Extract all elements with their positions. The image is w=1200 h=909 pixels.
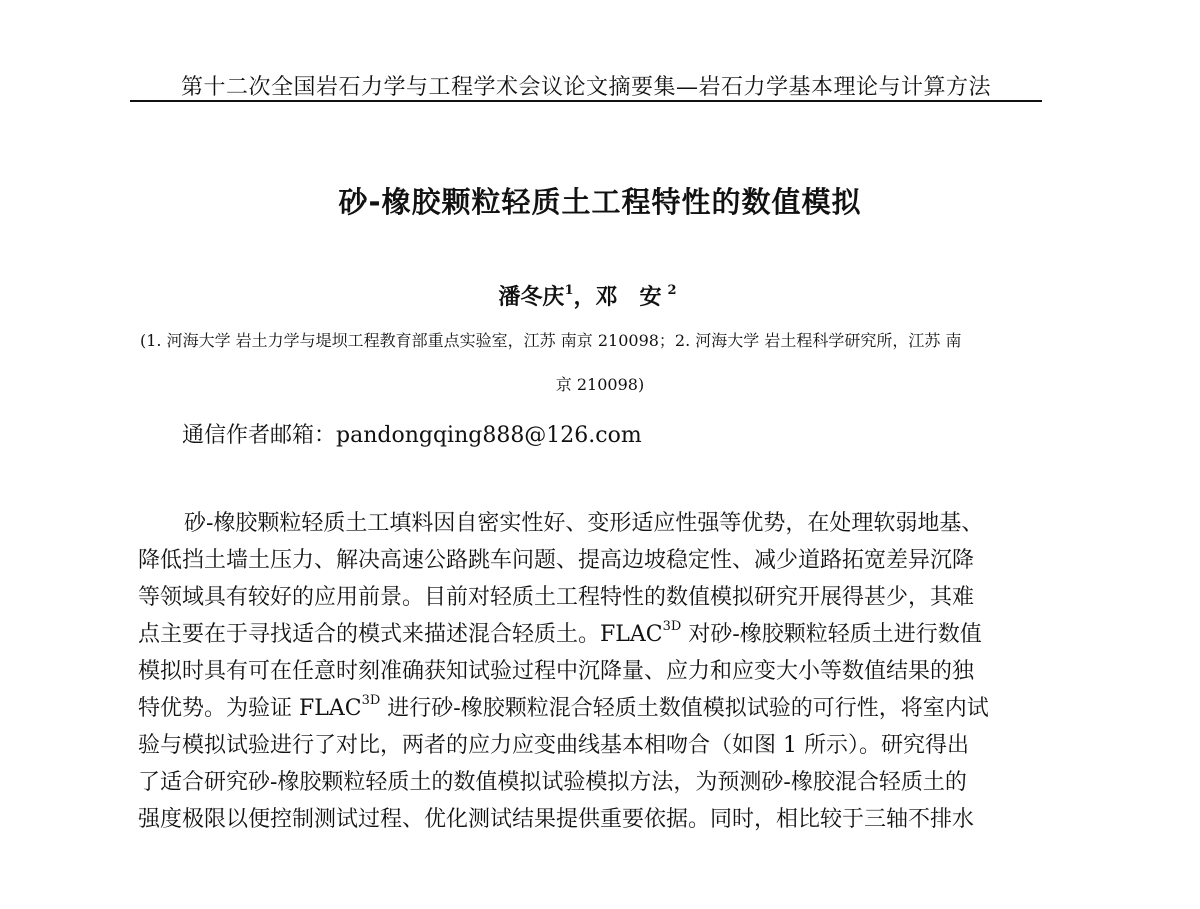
affiliation-line: 京 210098) <box>555 375 645 394</box>
line-text: 对砂-橡胶颗粒轻质土进行数值 <box>688 622 982 647</box>
line-text: 进行砂-橡胶颗粒混合轻质土数值模拟试验的可行性，将室内试 <box>387 696 989 721</box>
superscript-3d: 3D <box>361 692 381 708</box>
paragraph-line: 验与模拟试验进行了对比，两者的应力应变曲线基本相吻合（如图 1 所示）。研究得出 <box>138 733 969 758</box>
paragraph-line: 强度极限以便控制测试过程、优化测试结果提供重要依据。同时，相比较于三轴不排水 <box>138 807 975 832</box>
paragraph-line <box>138 616 1048 653</box>
paragraph-line: 降低挡土墙土压力、解决高速公路跳车问题、提高边坡稳定性、减少道路拓宽差异沉降 <box>138 548 975 573</box>
paper-title: 砂-橡胶颗粒轻质土工程特性的数值模拟 <box>338 185 862 219</box>
author-affiliation-mark: 2 <box>667 282 677 298</box>
author-separator: ， <box>573 284 596 310</box>
corresponding-email: 通信作者邮箱：pandongqing888@126.com <box>182 423 642 448</box>
abstract-body <box>138 505 1048 838</box>
paragraph-line: 砂-橡胶颗粒轻质土工填料因自密实性好、变形适应性强等优势，在处理软弱地基、 <box>184 511 984 536</box>
affiliation-line: (1. 河海大学 岩土力学与堤坝工程教育部重点实验室，江苏 南京 210098；2. 河海大学 岩土程科学研究所，江苏 南 <box>140 331 962 350</box>
line-text: 特优势。为验证 FLAC <box>138 696 362 721</box>
paragraph-line <box>138 690 1048 727</box>
author-name: 潘冬庆 <box>498 284 565 310</box>
paragraph-line: 等领域具有较好的应用前景。目前对轻质土工程特性的数值模拟研究开展得甚少，其难 <box>138 585 975 610</box>
author-line <box>0 280 1175 311</box>
superscript-3d: 3D <box>662 618 682 634</box>
author-affiliation-mark: 1 <box>564 282 574 298</box>
line-text: 点主要在于寻找适合的模式来描述混合轻质土。FLAC <box>138 622 663 647</box>
paragraph-line: 模拟时具有可在任意时刻准确获知试验过程中沉降量、应力和应变大小等数值结果的独 <box>138 659 975 684</box>
header-rule <box>130 100 1042 102</box>
running-header: 第十二次全国岩石力学与工程学术会议论文摘要集—岩石力学基本理论与计算方法 <box>180 75 991 100</box>
author-name: 邓 安 <box>595 284 662 310</box>
paragraph-line: 了适合研究砂-橡胶颗粒轻质土的数值模拟试验模拟方法，为预测砂-橡胶混合轻质土的 <box>138 770 967 795</box>
